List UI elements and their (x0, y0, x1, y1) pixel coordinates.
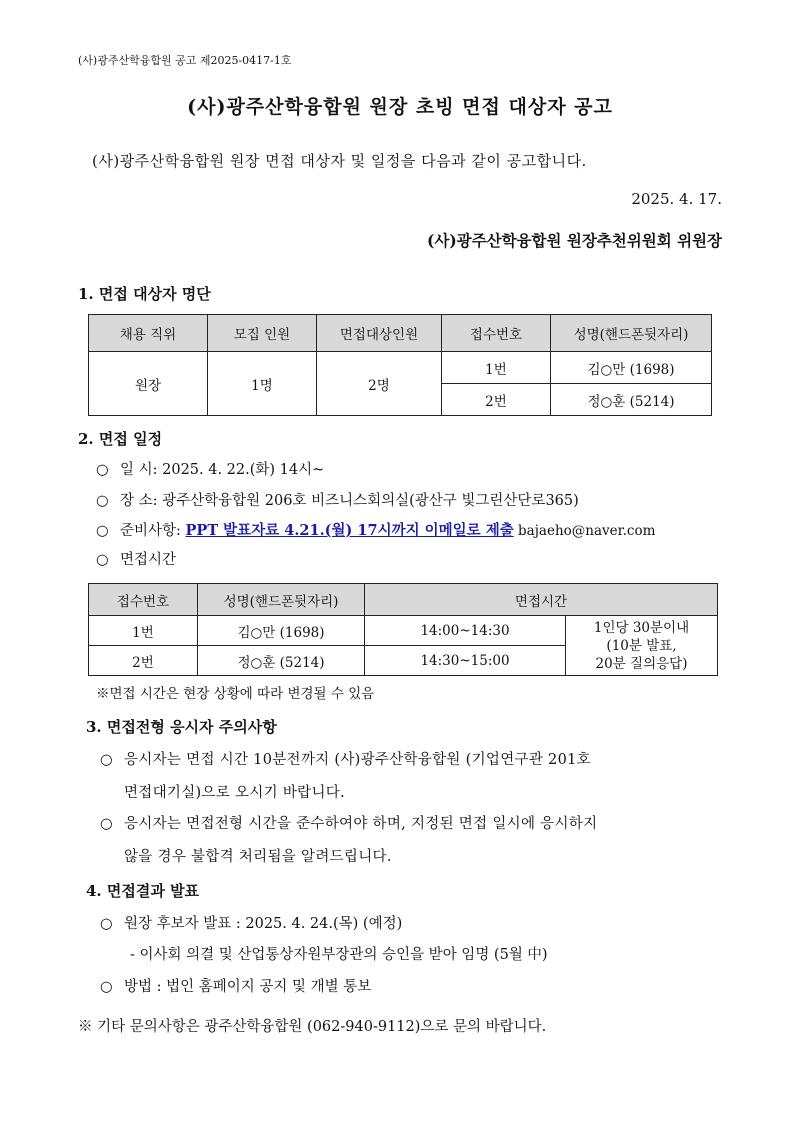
prep-email: bajaeho@naver.com (513, 523, 656, 539)
duration-line: 20분 질의응답) (595, 655, 688, 672)
bullet-icon: ○ (96, 523, 109, 539)
signer: (사)광주산학융합원 원장추천위원회 위원장 (427, 231, 722, 250)
result-item-2-text: 방법 : 법인 홈페이지 공지 및 개별 통보 (124, 979, 372, 995)
cell-name: 김○만 (1698) (198, 616, 365, 646)
table-row (89, 616, 718, 646)
header-interview-time: 면접시간 (365, 584, 718, 616)
schedule-datetime (96, 458, 324, 479)
cell-name: 정○훈 (5214) (198, 646, 365, 676)
bullet-icon: ○ (96, 493, 109, 509)
interview-time-table (88, 583, 718, 676)
header-receipt-no: 접수번호 (89, 584, 198, 616)
header-name: 성명(핸드폰뒷자리) (551, 315, 712, 352)
cell-position: 원장 (89, 352, 208, 416)
bullet-icon: ○ (100, 816, 113, 832)
header-interviewees: 면접대상인원 (317, 315, 442, 352)
bullet-icon: ○ (100, 752, 113, 768)
table-header-row (89, 584, 718, 616)
header-recruit: 모집 인원 (208, 315, 317, 352)
notice-item-2-line2: 않을 경우 불합격 처리됨을 알려드립니다. (124, 849, 392, 865)
bullet-icon: ○ (96, 462, 109, 478)
duration-line: 1인당 30분이내 (593, 619, 690, 636)
footer-contact: ※ 기타 문의사항은 광주산학융합원 (062-940-9112)으로 문의 바랍니다. (78, 1019, 547, 1035)
place-text: 장 소: 광주산학융합원 206호 비즈니스회의실(광산구 빛그린산단로365) (120, 493, 579, 509)
section4-heading: 4. 면접결과 발표 (86, 882, 200, 900)
section3-heading: 3. 면접전형 응시자 주의사항 (86, 718, 277, 736)
notice-item-1 (100, 744, 591, 810)
cell-receipt-no: 1번 (89, 616, 198, 646)
notice-item-2 (100, 808, 597, 874)
cell-receipt-no: 2번 (89, 646, 198, 676)
table-row (89, 352, 712, 384)
schedule-note: ※면접 시간은 현장 상황에 따라 변경될 수 있음 (96, 686, 375, 702)
prep-link[interactable]: PPT 발표자료 4.21.(월) 17시까지 이메일로 제출 (185, 522, 514, 539)
duration-line: (10분 발표, (606, 637, 677, 654)
cell-recruit: 1명 (208, 352, 317, 416)
cell-receipt-no: 2번 (442, 384, 551, 416)
header-position: 채용 직위 (89, 315, 208, 352)
header-name: 성명(핸드폰뒷자리) (198, 584, 365, 616)
cell-name: 김○만 (1698) (551, 352, 712, 384)
notice-item-1-line1: 응시자는 면접 시간 10분전까지 (사)광주산학융합원 (기업연구관 201호 (124, 752, 591, 768)
bullet-icon: ○ (96, 552, 109, 568)
schedule-place (96, 489, 579, 510)
page-title: (사)광주산학융합원 원장 초빙 면접 대상자 공고 (187, 96, 613, 118)
cell-receipt-no: 1번 (442, 352, 551, 384)
announcement-date: 2025. 4. 17. (631, 190, 722, 208)
cell-time: 14:30~15:00 (365, 646, 566, 676)
cell-time: 14:00~14:30 (365, 616, 566, 646)
section2-heading: 2. 면접 일정 (78, 430, 163, 448)
cell-duration (566, 616, 718, 676)
bullet-icon: ○ (100, 979, 113, 995)
cell-name: 정○훈 (5214) (551, 384, 712, 416)
schedule-prep (96, 519, 655, 540)
cell-interviewees: 2명 (317, 352, 442, 416)
result-item-1-sub: - 이사회 의결 및 산업통상자원부장관의 승인을 받아 임명 (5월 中) (130, 947, 548, 963)
candidate-table (88, 314, 712, 416)
time-label-text: 면접시간 (120, 552, 177, 568)
notice-item-2-line1: 응시자는 면접전형 시간을 준수하여야 하며, 지정된 면접 일시에 응시하지 (124, 816, 598, 832)
document-number: (사)광주산학융합원 공고 제2025-0417-1호 (78, 54, 292, 67)
table-header-row (89, 315, 712, 352)
intro-text: (사)광주산학융합원 원장 면접 대상자 및 일정을 다음과 같이 공고합니다. (92, 152, 587, 170)
result-item-2 (100, 975, 371, 996)
bullet-icon: ○ (100, 916, 113, 932)
schedule-time-label (96, 548, 176, 569)
section1-heading: 1. 면접 대상자 명단 (78, 285, 211, 303)
notice-item-1-line2: 면접대기실)으로 오시기 바랍니다. (124, 785, 345, 801)
result-item-1-text: 원장 후보자 발표 : 2025. 4. 24.(목) (예정) (124, 916, 403, 932)
prep-label: 준비사항: (120, 523, 186, 539)
datetime-text: 일 시: 2025. 4. 22.(화) 14시~ (120, 462, 325, 478)
result-item-1 (100, 912, 402, 933)
header-receipt-no: 접수번호 (442, 315, 551, 352)
